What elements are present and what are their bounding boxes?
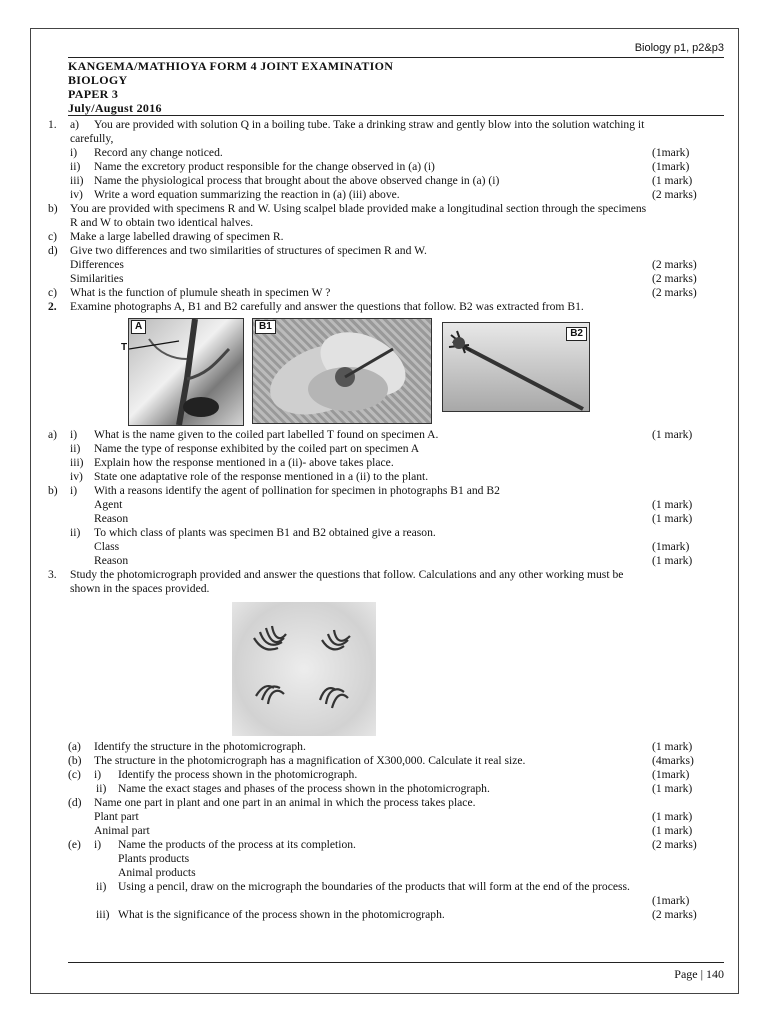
- question-line: [38, 216, 724, 230]
- photograph-a: [128, 318, 244, 426]
- question-text: Record any change noticed.: [94, 146, 223, 159]
- question-text: Animal products: [118, 866, 196, 879]
- question-text: What is the function of plumule sheath in specimen W ?: [70, 286, 331, 299]
- title-rule: [68, 115, 724, 116]
- sub-label: iv): [70, 470, 83, 483]
- question-text: Name the type of response exhibited by the coiled part on specimen A: [94, 442, 420, 455]
- question-text: What is the name given to the coiled part labelled T found on specimen A.: [94, 428, 439, 441]
- marks: (1 mark): [652, 174, 693, 187]
- question-line: [38, 300, 724, 314]
- sub-label: ii): [96, 880, 107, 893]
- subject-title: BIOLOGY: [68, 73, 128, 87]
- question-line: [38, 456, 724, 470]
- question-line: [38, 894, 724, 908]
- question-line: [38, 498, 724, 512]
- question-text: Agent: [94, 498, 123, 511]
- question-text: Class: [94, 540, 120, 553]
- question-text: Animal part: [94, 824, 150, 837]
- question-line: [38, 852, 724, 866]
- question-line: [38, 740, 724, 754]
- marks: (2 marks): [652, 286, 697, 299]
- question-number: (d): [68, 796, 82, 809]
- label-t: T: [121, 342, 128, 353]
- marks: (1 mark): [652, 554, 693, 567]
- question-text: You are provided with solution Q in a boiling tube. Take a drinking straw and gently blow into the solution watching it: [94, 118, 645, 131]
- question-number: b): [48, 484, 58, 497]
- question-text: Name one part in plant and one part in an animal in which the process takes place.: [94, 796, 476, 809]
- question-text: carefully,: [70, 132, 114, 145]
- question-line: [38, 230, 724, 244]
- question-line: [38, 160, 724, 174]
- footer-rule: [68, 962, 724, 963]
- marks: (1 mark): [652, 810, 693, 823]
- marks: (1 mark): [652, 782, 693, 795]
- photo-a-label: A: [131, 320, 146, 334]
- question-number: 3.: [48, 568, 57, 581]
- question-text: Reason: [94, 554, 129, 567]
- question-line: [38, 526, 724, 540]
- sub-label: iii): [70, 174, 84, 187]
- marks: (2 marks): [652, 188, 697, 201]
- question-text: Name the exact stages and phases of the process shown in the photomicrograph.: [118, 782, 490, 795]
- question-line: [38, 174, 724, 188]
- exam-date: July/August 2016: [68, 101, 162, 115]
- question-text: Study the photomicrograph provided and answer the questions that follow. Calculations and any other working must be: [70, 568, 624, 581]
- question-number: c): [48, 286, 58, 299]
- question-line: [38, 810, 724, 824]
- flower-image: [253, 319, 431, 423]
- question-text: Explain how the response mentioned in a (ii)- above takes place.: [94, 456, 394, 469]
- question-number: (c): [68, 768, 81, 781]
- photo-b1-label: B1: [255, 320, 276, 334]
- question-line: [38, 258, 724, 272]
- marks: (1 mark): [652, 824, 693, 837]
- question-text: Examine photographs A, B1 and B2 carefully and answer the questions that follow. B2 was extracted from B1.: [70, 300, 584, 313]
- tendril-plant-image: [129, 319, 243, 425]
- question-text: Identify the structure in the photomicrograph.: [94, 740, 306, 753]
- question-line: [38, 484, 724, 498]
- marks: (1mark): [652, 894, 690, 907]
- sub-label: ii): [70, 442, 81, 455]
- question-text: Similarities: [70, 272, 124, 285]
- question-number: c): [48, 230, 58, 243]
- question-text: What is the significance of the process shown in the photomicrograph.: [118, 908, 445, 921]
- marks: (2 marks): [652, 838, 697, 851]
- sub-label: iii): [70, 456, 84, 469]
- marks: (1 mark): [652, 740, 693, 753]
- question-text: Give two differences and two similarities of structures of specimen R and W.: [70, 244, 427, 257]
- sub-label: ii): [96, 782, 107, 795]
- marks: (2 marks): [652, 258, 697, 271]
- question-line: [38, 554, 724, 568]
- question-line: [38, 272, 724, 286]
- exam-title: KANGEMA/MATHIOYA FORM 4 JOINT EXAMINATION: [68, 59, 394, 73]
- photo-b2-label: B2: [566, 327, 587, 341]
- question-line: [38, 146, 724, 160]
- question-text: With a reasons identify the agent of pollination for specimen in photographs B1 and B2: [94, 484, 500, 497]
- question-line: [38, 768, 724, 782]
- question-line: [38, 512, 724, 526]
- question-number: (e): [68, 838, 81, 851]
- sub-label: ii): [70, 526, 81, 539]
- photograph-b2: [442, 322, 590, 412]
- question-number: 1.: [48, 118, 57, 131]
- question-line: [38, 838, 724, 852]
- dividing-cell-image: [232, 602, 376, 736]
- question-text: Make a large labelled drawing of specimen R.: [70, 230, 284, 243]
- question-line: [38, 796, 724, 810]
- marks: (1mark): [652, 768, 690, 781]
- running-header: Biology p1, p2&p3: [634, 42, 724, 54]
- question-line: [38, 244, 724, 258]
- marks: (1mark): [652, 146, 690, 159]
- question-line: [38, 118, 724, 132]
- question-line: [38, 428, 724, 442]
- marks: (1mark): [652, 160, 690, 173]
- question-line: [38, 824, 724, 838]
- photograph-b1: [252, 318, 432, 424]
- sub-label: i): [94, 768, 102, 781]
- marks: (2 marks): [652, 908, 697, 921]
- sub-label: i): [70, 428, 78, 441]
- question-line: [38, 880, 724, 894]
- sub-label: i): [70, 146, 78, 159]
- question-line: [38, 442, 724, 456]
- question-number: a): [48, 428, 58, 441]
- question-line: [38, 132, 724, 146]
- question-text: Plants products: [118, 852, 190, 865]
- marks: (2 marks): [652, 272, 697, 285]
- question-line: [38, 908, 724, 922]
- question-text: To which class of plants was specimen B1 and B2 obtained give a reason.: [94, 526, 436, 539]
- question-text: shown in the spaces provided.: [70, 582, 210, 595]
- question-text: Using a pencil, draw on the micrograph the boundaries of the products that will form at the end of the process.: [118, 880, 630, 893]
- marks: (1 mark): [652, 512, 693, 525]
- marks: (4marks): [652, 754, 694, 767]
- marks: (1mark): [652, 540, 690, 553]
- sub-label: i): [94, 838, 102, 851]
- question-text: Name the excretory product responsible for the change observed in (a) (i): [94, 160, 435, 173]
- header-rule: [68, 57, 724, 58]
- question-line: [38, 582, 724, 596]
- question-line: [38, 188, 724, 202]
- question-text: Plant part: [94, 810, 139, 823]
- page-number: Page | 140: [674, 967, 724, 981]
- question-text: Name the physiological process that brought about the above observed change in (a) (i): [94, 174, 500, 187]
- paper-title: PAPER 3: [68, 87, 119, 101]
- question-number: b): [48, 202, 58, 215]
- question-text: You are provided with specimens R and W. Using scalpel blade provided make a longitudinal section through the specimens: [70, 202, 647, 215]
- question-text: Write a word equation summarizing the reaction in (a) (iii) above.: [94, 188, 400, 201]
- question-number: (b): [68, 754, 82, 767]
- marks: (1 mark): [652, 498, 693, 511]
- question-text: The structure in the photomicrograph has a magnification of X300,000. Calculate it real size.: [94, 754, 526, 767]
- question-line: [38, 568, 724, 582]
- sub-label: iii): [96, 908, 110, 921]
- photomicrograph: [232, 602, 376, 736]
- question-line: [38, 782, 724, 796]
- question-line: [38, 202, 724, 216]
- question-text: Reason: [94, 512, 129, 525]
- question-text: Differences: [70, 258, 124, 271]
- sub-label: i): [70, 484, 78, 497]
- question-text: Name the products of the process at its completion.: [118, 838, 356, 851]
- marks: (1 mark): [652, 428, 693, 441]
- question-line: [38, 286, 724, 300]
- question-line: [38, 470, 724, 484]
- question-text: Identify the process shown in the photomicrograph.: [118, 768, 358, 781]
- question-text: State one adaptative role of the response mentioned in a (ii) to the plant.: [94, 470, 429, 483]
- question-line: [38, 866, 724, 880]
- question-line: [38, 754, 724, 768]
- sub-label: a): [70, 118, 80, 131]
- question-number: 2.: [48, 300, 57, 313]
- sub-label: ii): [70, 160, 81, 173]
- question-text: R and W to obtain two identical halves.: [70, 216, 254, 229]
- question-number: d): [48, 244, 58, 257]
- sub-label: iv): [70, 188, 83, 201]
- question-number: (a): [68, 740, 81, 753]
- question-line: [38, 540, 724, 554]
